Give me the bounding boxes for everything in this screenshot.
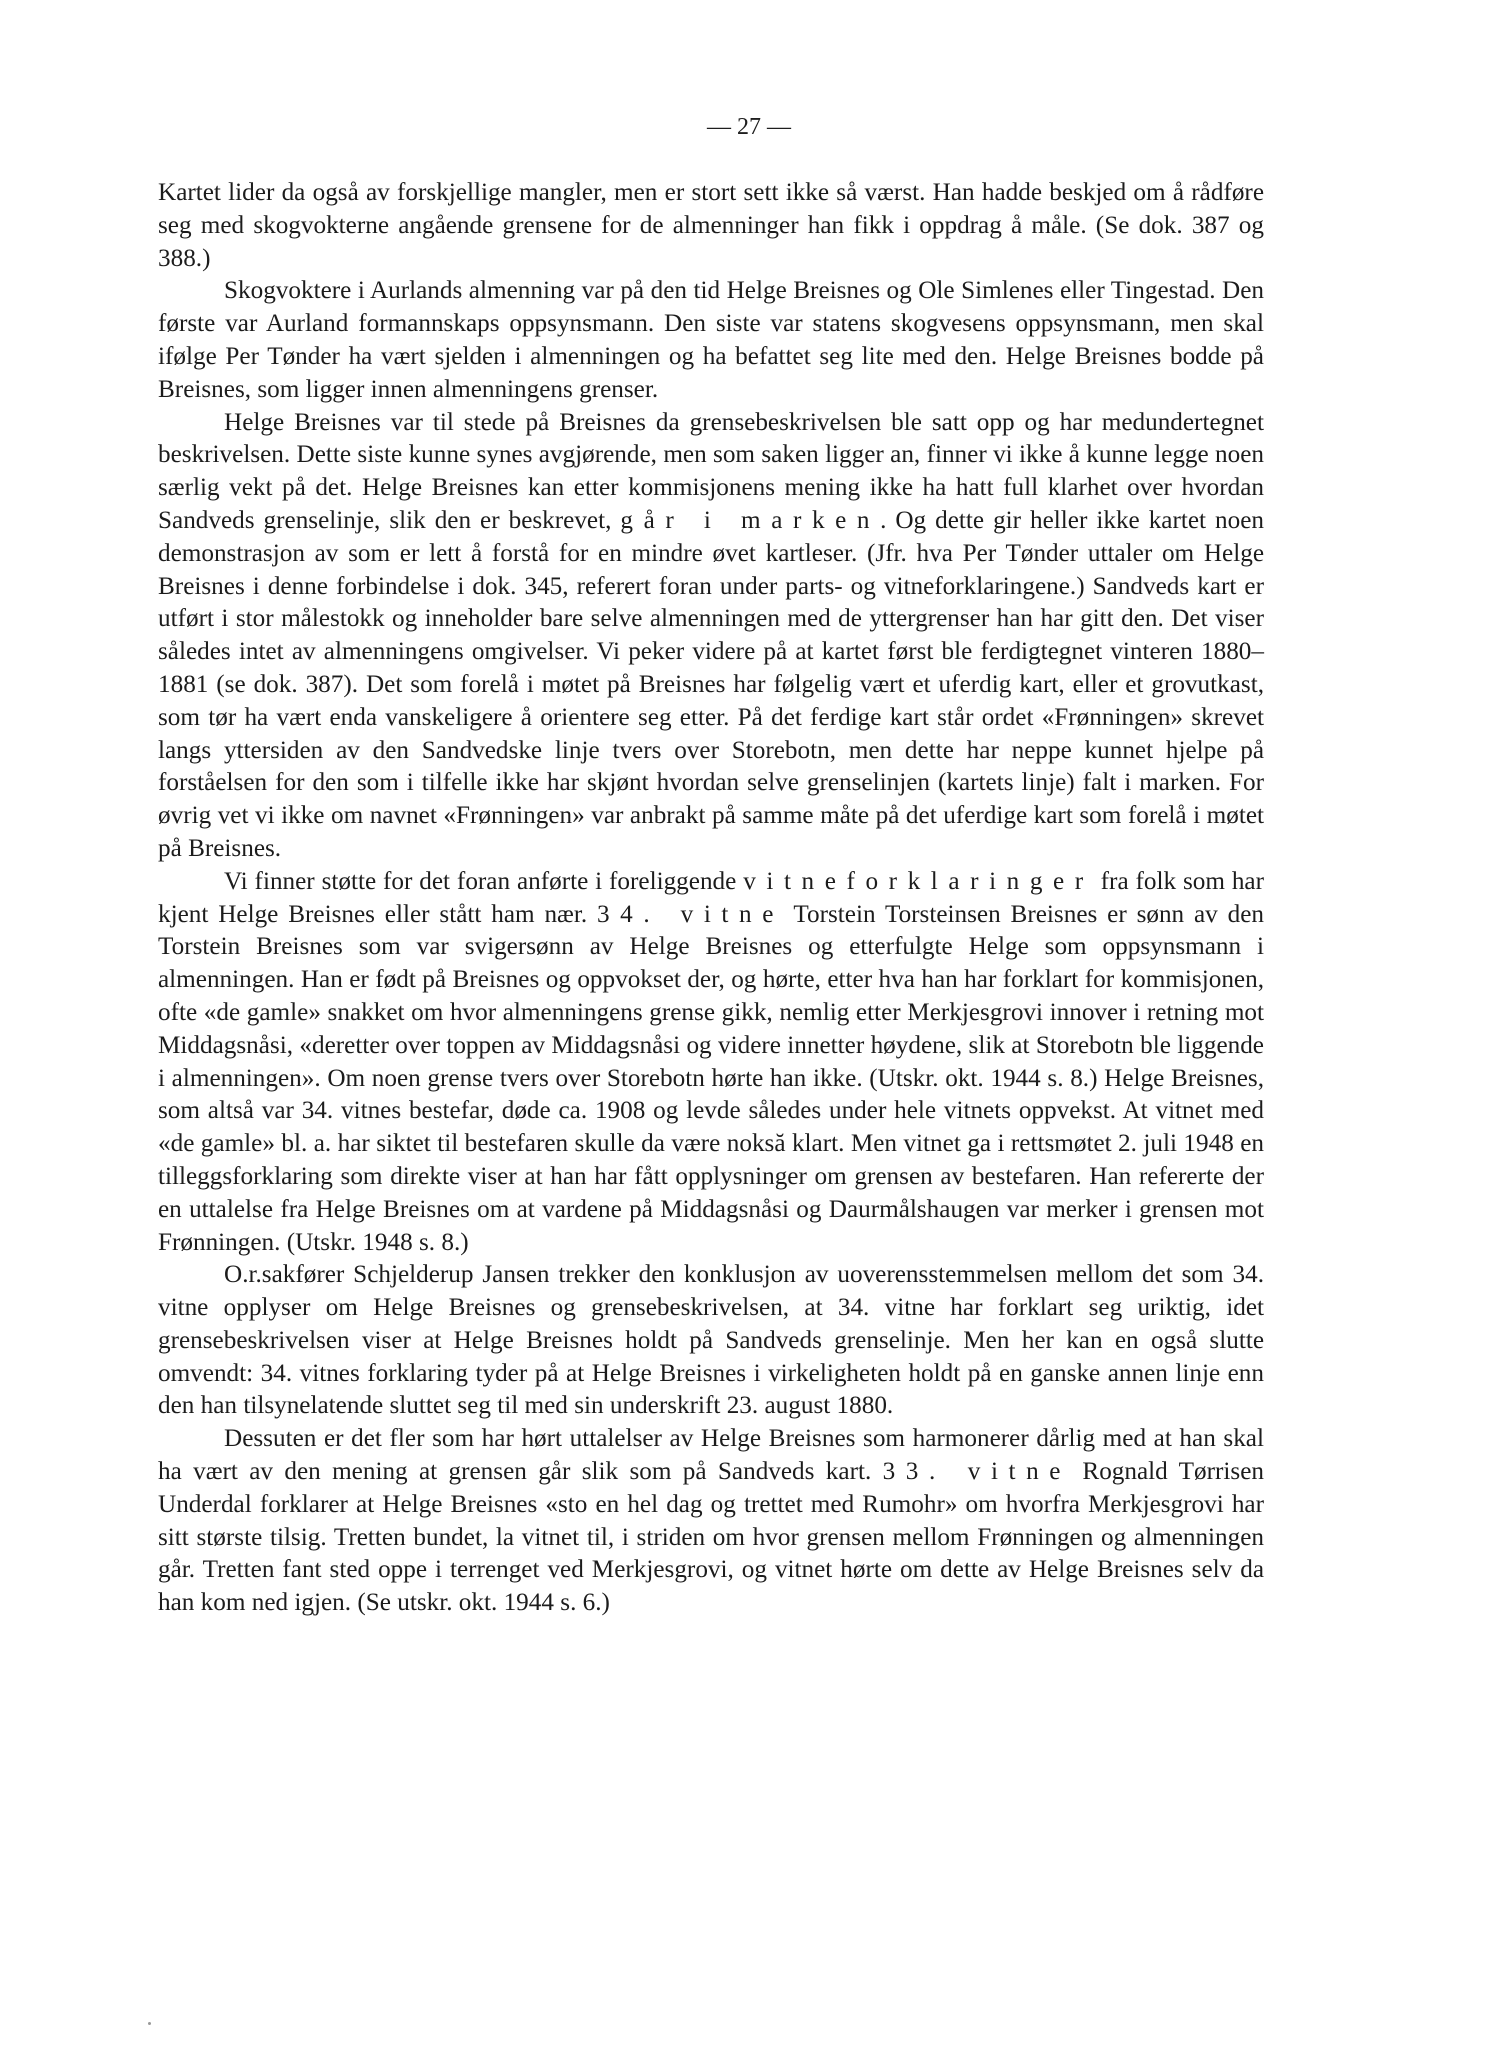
text-segment: Kartet lider da også av forskjellige mangler, men er stort sett ikke så værst. Han hadde beskjed om å rådføre seg med skogvokterne angående grensene for de almenninger han fikk i oppdrag å måle. (Se dok. 387 og 388.) <box>158 179 1264 272</box>
paragraph <box>158 866 1264 1260</box>
spaced-emphasis: 34. vitne <box>597 900 784 928</box>
text-segment: Torstein Torsteinsen Breisnes er sønn av den Torstein Breisnes som var svigersønn av Helge Breisnes og etterfulgte Helge som oppsynsmann i almenningen. Han er født på Breisnes og oppvokset der, og hørte, etter hva han har forklart for kommisjonen, ofte «de gamle» snakket om hvor almenningens grense gikk, nemlig etter Merkjesgrovi innover i retning mot Middagsnåsi, «deretter over toppen av Middagsnåsi og videre innetter høydene, slik at Storebotn ble liggende i almenningen». Om noen grense tvers over Storebotn hørte han ikke. (Utskr. okt. 1944 s. 8.) Helge Breisnes, som altså var 34. vitnes bestefar, døde ca. 1908 og levde således under hele vitnets oppvekst. At vitnet med «de gamle» bl. a. har siktet til bestefaren skulle da være noksă klart. Men vitnet ga i rettsmøtet 2. juli 1948 en tilleggsforklaring som direkte viser at han har fått opplysninger om grensen av bestefaren. Han refererte der en uttalelse fra Helge Breisnes om at vardene på Middagsnåsi og Daurmålshaugen var merker i grensen mot Frønningen. (Utskr. 1948 s. 8.) <box>158 900 1265 1256</box>
paragraph <box>158 407 1264 866</box>
text-segment: . Og dette gir heller ikke kartet noen demonstrasjon av som er lett å forstå for en mindre øvet kartleser. (Jfr. hva Per Tønder uttaler om Helge Breisnes i denne forbindelse i dok. 345, referert foran under parts- og vitneforklaringene.) Sandveds kart er utført i stor målestokk og inneholder bare selve almenningen med de yttergrenser han har gitt den. Det viser således intet av almenningens omgivelser. Vi peker videre på at kartet først ble ferdigtegnet vinteren 1880–1881 (se dok. 387). Det som forelå i møtet på Breisnes har følgelig vært et uferdig kart, eller et grovutkast, som tør ha vært enda vanskeligere å orientere seg etter. På det ferdige kart står ordet «Frønningen» skrevet langs yttersiden av den Sandvedske linje tvers over Storebotn, men dette har neppe kunnet hjelpe på forståelsen for den som i tilfelle ikke har skjønt hvordan selve grenselinjen (kartets linje) falt i marken. For øvrig vet vi ikke om navnet «Frønningen» var anbrakt på samme måte på det uferdige kart som forelå i møtet på Breisnes. <box>158 506 1264 862</box>
text-segment: Helge Breisnes var til stede på Breisnes da grensebeskrivelsen ble satt opp og har medundertegnet beskrivelsen. Dette siste kunne synes avgjørende, men som saken ligger an, finner vi ikke å kunne legge noen særlig vekt på det. Helge Breisnes kan etter kommisjonens mening ikke ha hatt full klarhet over hvordan Sandveds grenselinje, slik den er beskrevet, <box>158 408 1264 534</box>
spaced-emphasis: vitneforklaringer <box>743 867 1094 895</box>
page-number: — 27 — <box>707 114 791 140</box>
text-segment: Rognald Tørrisen Underdal forklarer at Helge Breisnes «sto en hel dag og trettet med Rumohr» om hvorfra Merkjesgrovi har sitt største tilsig. Tretten bundet, la vitnet til, i striden om hvor grensen mellom Frønningen og almenningen går. Tretten fant sted oppe i terrenget ved Merkjesgrovi, og vitnet hørte om dette av Helge Breisnes selv da han kom ned igjen. (Se utskr. okt. 1944 s. 6.) <box>158 1458 1264 1617</box>
paragraph <box>158 177 1264 275</box>
body-text <box>158 177 1264 1620</box>
spaced-emphasis: går i marken <box>620 506 881 534</box>
text-segment: fra folk som har kjent Helge Breisnes eller stått ham nær. <box>158 867 1264 928</box>
paragraph <box>158 1423 1264 1620</box>
text-segment: Vi finner støtte for det foran anførte i foreliggende <box>224 867 744 895</box>
spaced-emphasis: 33. vitne <box>882 1458 1072 1486</box>
paragraph <box>158 1259 1264 1423</box>
text-segment: Skogvoktere i Aurlands almenning var på den tid Helge Breisnes og Ole Simlenes eller Tingestad. Den første var Aurland formannskaps oppsynsmann. Den siste var statens skogvesens oppsynsmann, men skal ifølge Per Tønder ha vært sjelden i almenningen og ha befattet seg lite med den. Helge Breisnes bodde på Breisnes, som ligger innen almenningens grenser. <box>158 277 1264 403</box>
text-segment: O.r.sakfører Schjelderup Jansen trekker den konklusjon av uoverensstemmelsen mellom det som 34. vitne opplyser om Helge Breisnes og grensebeskrivelsen, at 34. vitne har forklart seg uriktig, idet grensebeskrivelsen viser at Helge Breisnes holdt på Sandveds grenselinje. Men her kan en også slutte omvendt: 34. vitnes forklaring tyder på at Helge Breisnes i virkeligheten holdt på en ganske annen linje enn den han tilsynelatende sluttet seg til med sin underskrift 23. august 1880. <box>158 1261 1264 1420</box>
paragraph <box>158 275 1264 406</box>
text-segment: Dessuten er det fler som har hørt uttalelser av Helge Breisnes som harmonerer dårlig med at han skal ha vært av den mening at grensen går slik som på Sandveds kart. <box>158 1425 1264 1486</box>
scan-speck <box>148 2022 151 2025</box>
